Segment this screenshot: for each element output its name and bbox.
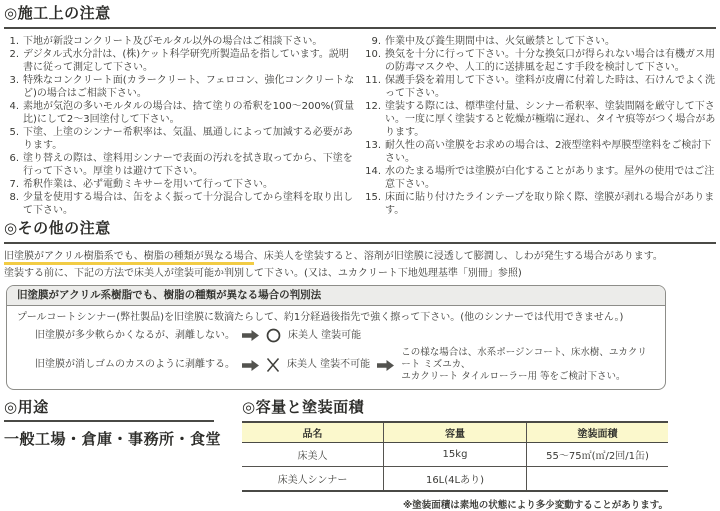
judgment-method-box xyxy=(6,285,666,390)
list-item xyxy=(4,152,356,178)
usage-text: 一般工場・倉庫・事務所・食堂 xyxy=(4,430,222,448)
item-text: 下塗、上塗のシンナー希釈率は、気温、風通しによって加減する必要があります。 xyxy=(23,127,353,151)
item-number: 10. xyxy=(365,49,381,60)
item-text: 塗装する際には、標準塗付量、シンナー希釈率、塗装間隔を厳守して下さい。一度に厚く塗装すると乾燥が極端に遅れ、タイヤ痕等がつく場合があります。 xyxy=(385,101,716,138)
circle-ok-icon xyxy=(266,328,281,343)
list-item xyxy=(4,126,356,152)
item-number: 12. xyxy=(365,101,381,112)
section-construction-notes xyxy=(4,4,716,217)
list-item xyxy=(4,191,356,217)
item-number: 8. xyxy=(9,192,19,203)
item-number: 3. xyxy=(9,75,19,86)
section-title-construction: ◎施工上の注意 xyxy=(4,4,111,22)
item-text: 希釈作業は、必ず電動ミキサーを用いて行って下さい。 xyxy=(23,179,273,190)
item-number: 15. xyxy=(365,192,381,203)
paragraph-text: 、床美人を塗装すると、溶剤が旧塗膜に浸透して膨潤し、しわが発生する場合があります。 xyxy=(253,251,663,262)
cross-ng-icon xyxy=(266,357,280,373)
section-title-other: ◎その他の注意 xyxy=(4,219,111,237)
ng-note-line1: この様な場合は、水系ポージンコート、床水樹、ユカクリート ミズユカ、 xyxy=(401,347,647,370)
section-divider xyxy=(4,27,716,29)
list-item xyxy=(4,35,356,48)
highlighted-text: 旧塗膜がアクリル樹脂系でも、樹脂の種類が異なる場合 xyxy=(4,251,254,262)
item-text: 換気を十分に行って下さい。十分な換気口が得られない場合は有機ガス用の防毒マスクや、人工的に送排風を起こす手段を検討して下さい。 xyxy=(385,49,715,73)
item-text: 塗り替えの際は、塗料用シンナーで表面の汚れを拭き取ってから、下塗を行って下さい。厚塗りは避けて下さい。 xyxy=(23,153,353,177)
judgment-row-ng xyxy=(35,347,655,383)
section-divider xyxy=(4,420,214,422)
item-text: 下地が新設コンクリート及びモルタル以外の場合はご相談下さい。 xyxy=(23,36,323,47)
column-header-area: 塗装面積 xyxy=(527,422,668,443)
judgment-box-body xyxy=(7,306,665,389)
warning-paragraph xyxy=(4,248,716,282)
item-text: 少量を使用する場合は、缶をよく振って十分混合してから塗料を取り出して下さい。 xyxy=(23,192,353,216)
notes-left-column xyxy=(4,35,356,217)
item-number: 13. xyxy=(365,140,381,151)
cell-area: 55〜75㎡(㎡/2回/1缶) xyxy=(527,443,668,467)
section-capacity xyxy=(242,398,668,511)
notes-right-column xyxy=(364,35,716,217)
item-text: デジタル式水分計は、(株)ケット科学研究所製造品を指しています。説明書に従って測定して下さい。 xyxy=(23,49,349,73)
item-number: 14. xyxy=(365,166,381,177)
list-item xyxy=(4,74,356,100)
list-item xyxy=(4,48,356,74)
item-number: 7. xyxy=(9,179,19,190)
right-arrow-icon xyxy=(377,360,394,371)
ng-result: 床美人 塗装不可能 xyxy=(287,359,371,370)
item-number: 2. xyxy=(9,49,19,60)
list-item xyxy=(364,139,716,165)
column-header-capacity: 容量 xyxy=(383,422,526,443)
judgment-row-ok xyxy=(35,328,655,343)
right-arrow-icon xyxy=(242,360,259,371)
item-text: 床面に貼り付けたラインテープを取り除く際、塗膜が剥れる場合があります。 xyxy=(385,192,715,216)
judgment-intro: プールコートシンナー(弊社製品)を旧塗膜に数滴たらして、約1分経過後指先で強く擦って下さい。(他のシンナーでは代用できません。) xyxy=(17,312,624,323)
item-text: 耐久性の高い塗膜をお求めの場合は、2液型塗料や厚膜型塗料をご検討下さい。 xyxy=(385,140,712,164)
section-title-usage: ◎用途 xyxy=(4,398,49,416)
item-number: 11. xyxy=(365,75,381,86)
cell-area xyxy=(527,467,668,492)
section-usage xyxy=(4,398,242,511)
cell-product: 床美人シンナー xyxy=(277,475,348,486)
list-item xyxy=(364,35,716,48)
table-row xyxy=(242,443,668,467)
item-text: 水のたまる場所では塗膜が白化することがあります。屋外の使用ではご注意下さい。 xyxy=(385,166,715,190)
cell-capacity: 16L(4Lあり) xyxy=(383,467,526,492)
list-item xyxy=(364,165,716,191)
cell-product: 床美人 xyxy=(242,443,383,467)
list-item xyxy=(364,74,716,100)
section-title-capacity: ◎容量と塗装面積 xyxy=(242,398,365,416)
ng-alternative-note xyxy=(401,347,655,383)
table-footnote: ※塗装面積は素地の状態により多少変動することがあります。 xyxy=(403,500,668,511)
ok-result: 床美人 塗装可能 xyxy=(288,329,362,341)
list-item xyxy=(4,178,356,191)
capacity-table xyxy=(242,421,668,492)
ok-condition: 旧塗膜が多少軟らかくなるが、剥離しない。 xyxy=(35,329,235,341)
list-item xyxy=(364,100,716,139)
right-arrow-icon xyxy=(242,330,259,341)
table-row xyxy=(242,467,668,492)
item-number: 1. xyxy=(9,36,19,47)
item-text: 特殊なコンクリート面(カラークリート、フェロコン、強化コンクリートなど)の場合はご相談下さい。 xyxy=(23,75,355,99)
cell-capacity: 15kg xyxy=(383,443,526,467)
column-header-product: 品名 xyxy=(242,422,383,443)
item-number: 5. xyxy=(9,127,19,138)
item-number: 6. xyxy=(9,153,19,164)
item-number: 9. xyxy=(371,36,381,47)
item-text: 保護手袋を着用して下さい。塗料が皮膚に付着した時は、石けんでよく洗って下さい。 xyxy=(385,75,715,99)
judgment-box-title: 旧塗膜がアクリル系樹脂でも、樹脂の種類が異なる場合の判別法 xyxy=(7,286,665,306)
ng-condition: 旧塗膜が消しゴムのカスのように剥離する。 xyxy=(35,359,235,370)
table-header-row xyxy=(242,422,668,443)
list-item xyxy=(364,48,716,74)
list-item xyxy=(364,191,716,217)
item-number: 4. xyxy=(9,101,19,112)
list-item xyxy=(4,100,356,126)
paragraph-line2: 塗装する前に、下記の方法で床美人が塗装可能か判別して下さい。(又は、ユカクリート下地処理基準「別冊」参照) xyxy=(4,268,522,279)
ng-note-line2: ユカクリート タイルローラー用 等をご検討下さい。 xyxy=(401,371,626,382)
section-divider xyxy=(4,242,716,244)
item-text: 作業中及び養生期間中は、火気厳禁として下さい。 xyxy=(385,36,615,47)
item-text: 素地が気泡の多いモルタルの場合は、捨て塗りの希釈を100〜200%(質量比)にして2〜3回塗付して下さい。 xyxy=(23,101,355,125)
section-other-notes xyxy=(4,219,716,390)
